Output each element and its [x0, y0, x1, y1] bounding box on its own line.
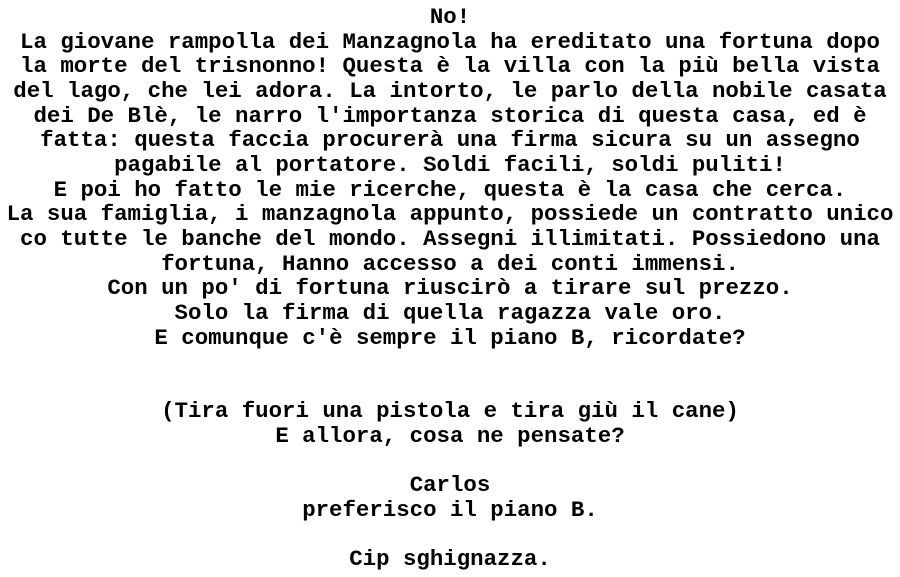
dialogue-line: E comunque c'è sempre il piano B, ricordate?: [154, 324, 746, 351]
dialogue-line: E allora, cosa ne pensate?: [275, 423, 625, 450]
dialogue-line: Solo la firma di quella ragazza vale oro.: [174, 299, 726, 326]
action-line: Cip sghignazza.: [349, 546, 551, 573]
dialogue-line: fatta: questa faccia procurerà una firma sicura su un assegno: [40, 127, 860, 154]
dialogue-line: Con un po' di fortuna riuscirò a tirare sul prezzo.: [107, 275, 793, 302]
action-block: [0, 399, 900, 448]
dialogue-line: E poi ho fatto le mie ricerche, questa è la casa che cerca.: [53, 176, 847, 203]
dialogue-line: co tutte le banche del mondo. Assegni illimitati. Possiedono una: [20, 225, 880, 252]
dialogue-line: del lago, che lei adora. La intorto, le parlo della nobile casata: [13, 77, 887, 104]
dialogue-line: La sua famiglia, i manzagnola appunto, possiede un contratto unico: [6, 201, 894, 228]
dialogue-line: pagabile al portatore. Soldi facili, soldi puliti!: [114, 151, 786, 178]
stage-direction-line: (Tira fuori una pistola e tira giù il cane): [161, 398, 739, 425]
character-name: Carlos: [409, 472, 491, 499]
dialogue-line: dei De Blè, le narro l'importanza storica di questa casa, ed è: [33, 102, 867, 129]
final-action-block: [0, 547, 900, 572]
dialogue-line: preferisco il piano B.: [302, 497, 598, 524]
dialogue-line: la morte del trisnonno! Questa è la villa con la più bella vista: [20, 53, 880, 80]
dialogue-line: fortuna, Hanno accesso a dei conti immensi.: [161, 250, 739, 277]
monologue-block: [0, 5, 900, 350]
dialogue-line: No!: [429, 4, 471, 30]
character-block: [0, 473, 900, 522]
dialogue-line: La giovane rampolla dei Manzagnola ha ereditato una fortuna dopo: [20, 28, 880, 55]
